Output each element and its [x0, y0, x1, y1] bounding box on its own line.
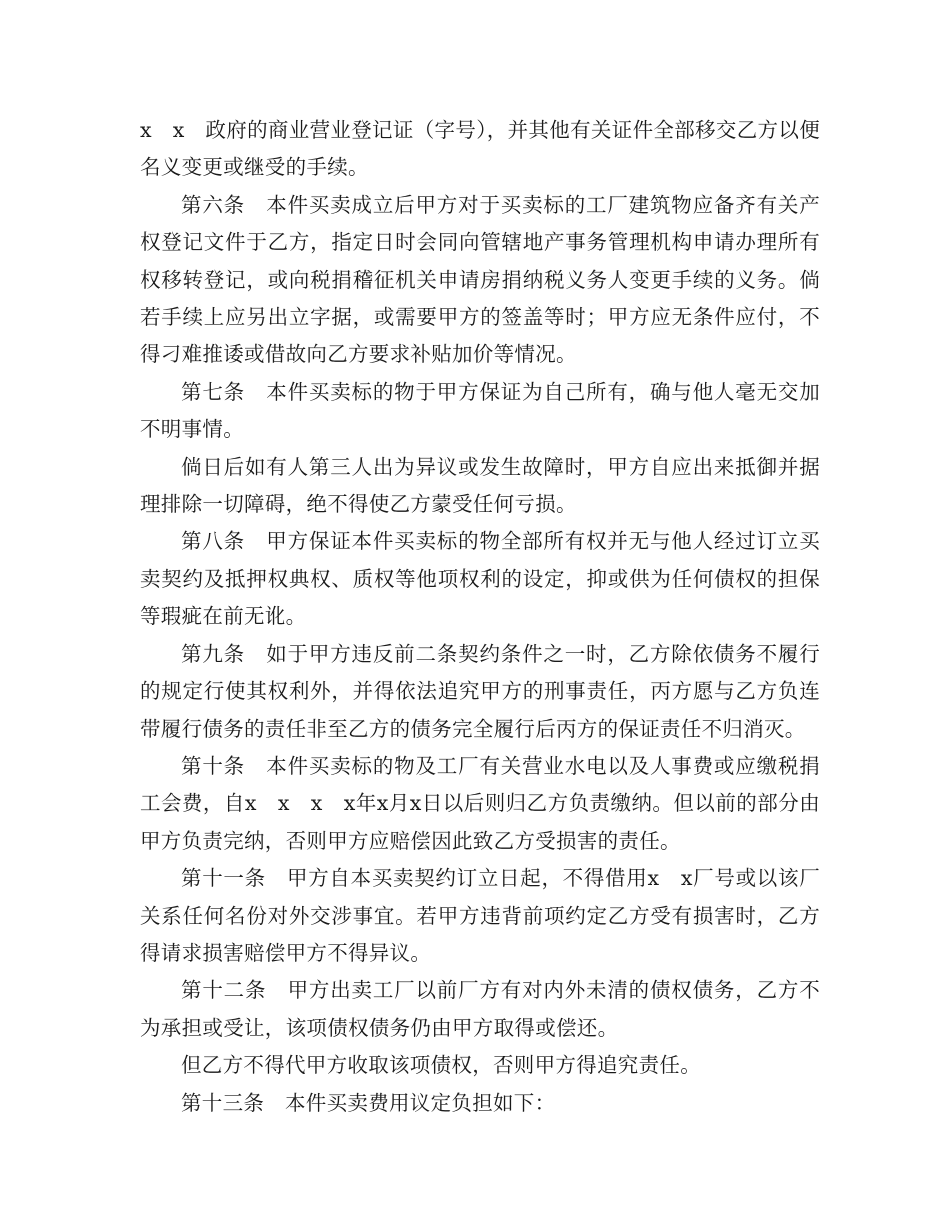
paragraph-article-8: 第八条 甲方保证本件买卖标的物全部所有权并无与他人经过订立买卖契约及抵押权典权、质权等他项权利的设定，抑或供为任何债权的担保等瑕疵在前无讹。	[140, 529, 820, 629]
paragraph-article-9: 第九条 如于甲方违反前二条契约条件之一时，乙方除依债务不履行的规定行使其权利外，并得依法追究甲方的刑事责任，丙方愿与乙方负连带履行债务的责任非至乙方的债务完全履行后丙方的保证责任不归消灭。	[140, 641, 820, 741]
paragraph-article-13: 第十三条 本件买卖费用议定负担如下：	[181, 1090, 556, 1115]
paragraph-article-12: 第十二条 甲方出卖工厂以前厂方有对内外未清的债权债务，乙方不为承担或受让，该项债权债务仍由甲方取得或偿还。	[140, 978, 820, 1040]
paragraph-article-7-continued: 倘日后如有人第三人出为异议或发生故障时，甲方自应出来抵御并据理排除一切障碍，绝不得使乙方蒙受任何亏损。	[140, 454, 820, 517]
paragraph-article-10: 第十条 本件买卖标的物及工厂有关营业水电以及人事费或应缴税捐工会费，自x x x x年x月x日以后则归乙方负责缴纳。但以前的部分由甲方负责完纳，否则甲方应赔偿因此致乙方受损害的责任。	[140, 753, 820, 853]
paragraph-article-6: 第六条 本件买卖成立后甲方对于买卖标的工厂建筑物应备齐有关产权登记文件于乙方，指定日时会同向管辖地产事务管理机构申请办理所有权移转登记，或向税捐稽征机关申请房捐纳税义务人变更手续的义务。倘若手续上应另出立字据，或需要甲方的签盖等时；甲方应无条件应付，不得刁难推诿或借故向乙方要求补贴加价等情况。	[140, 192, 820, 367]
paragraph-article-11: 第十一条 甲方自本买卖契约订立日起，不得借用x x厂号或以该厂关系任何名份对外交涉事宜。若甲方违背前项约定乙方受有损害时，乙方得请求损害赔偿甲方不得异议。	[140, 866, 820, 965]
paragraph-article-12-continued: 但乙方不得代甲方收取该项债权，否则甲方得追究责任。	[181, 1053, 701, 1078]
paragraph-article-7: 第七条 本件买卖标的物于甲方保证为自己所有，确与他人毫无交加不明事情。	[140, 379, 820, 442]
paragraph-header-continuation: x x 政府的商业营业登记证（字号），并其他有关证件全部移交乙方以便名义变更或继受的手续。	[140, 118, 820, 180]
document-body	[140, 112, 820, 1122]
